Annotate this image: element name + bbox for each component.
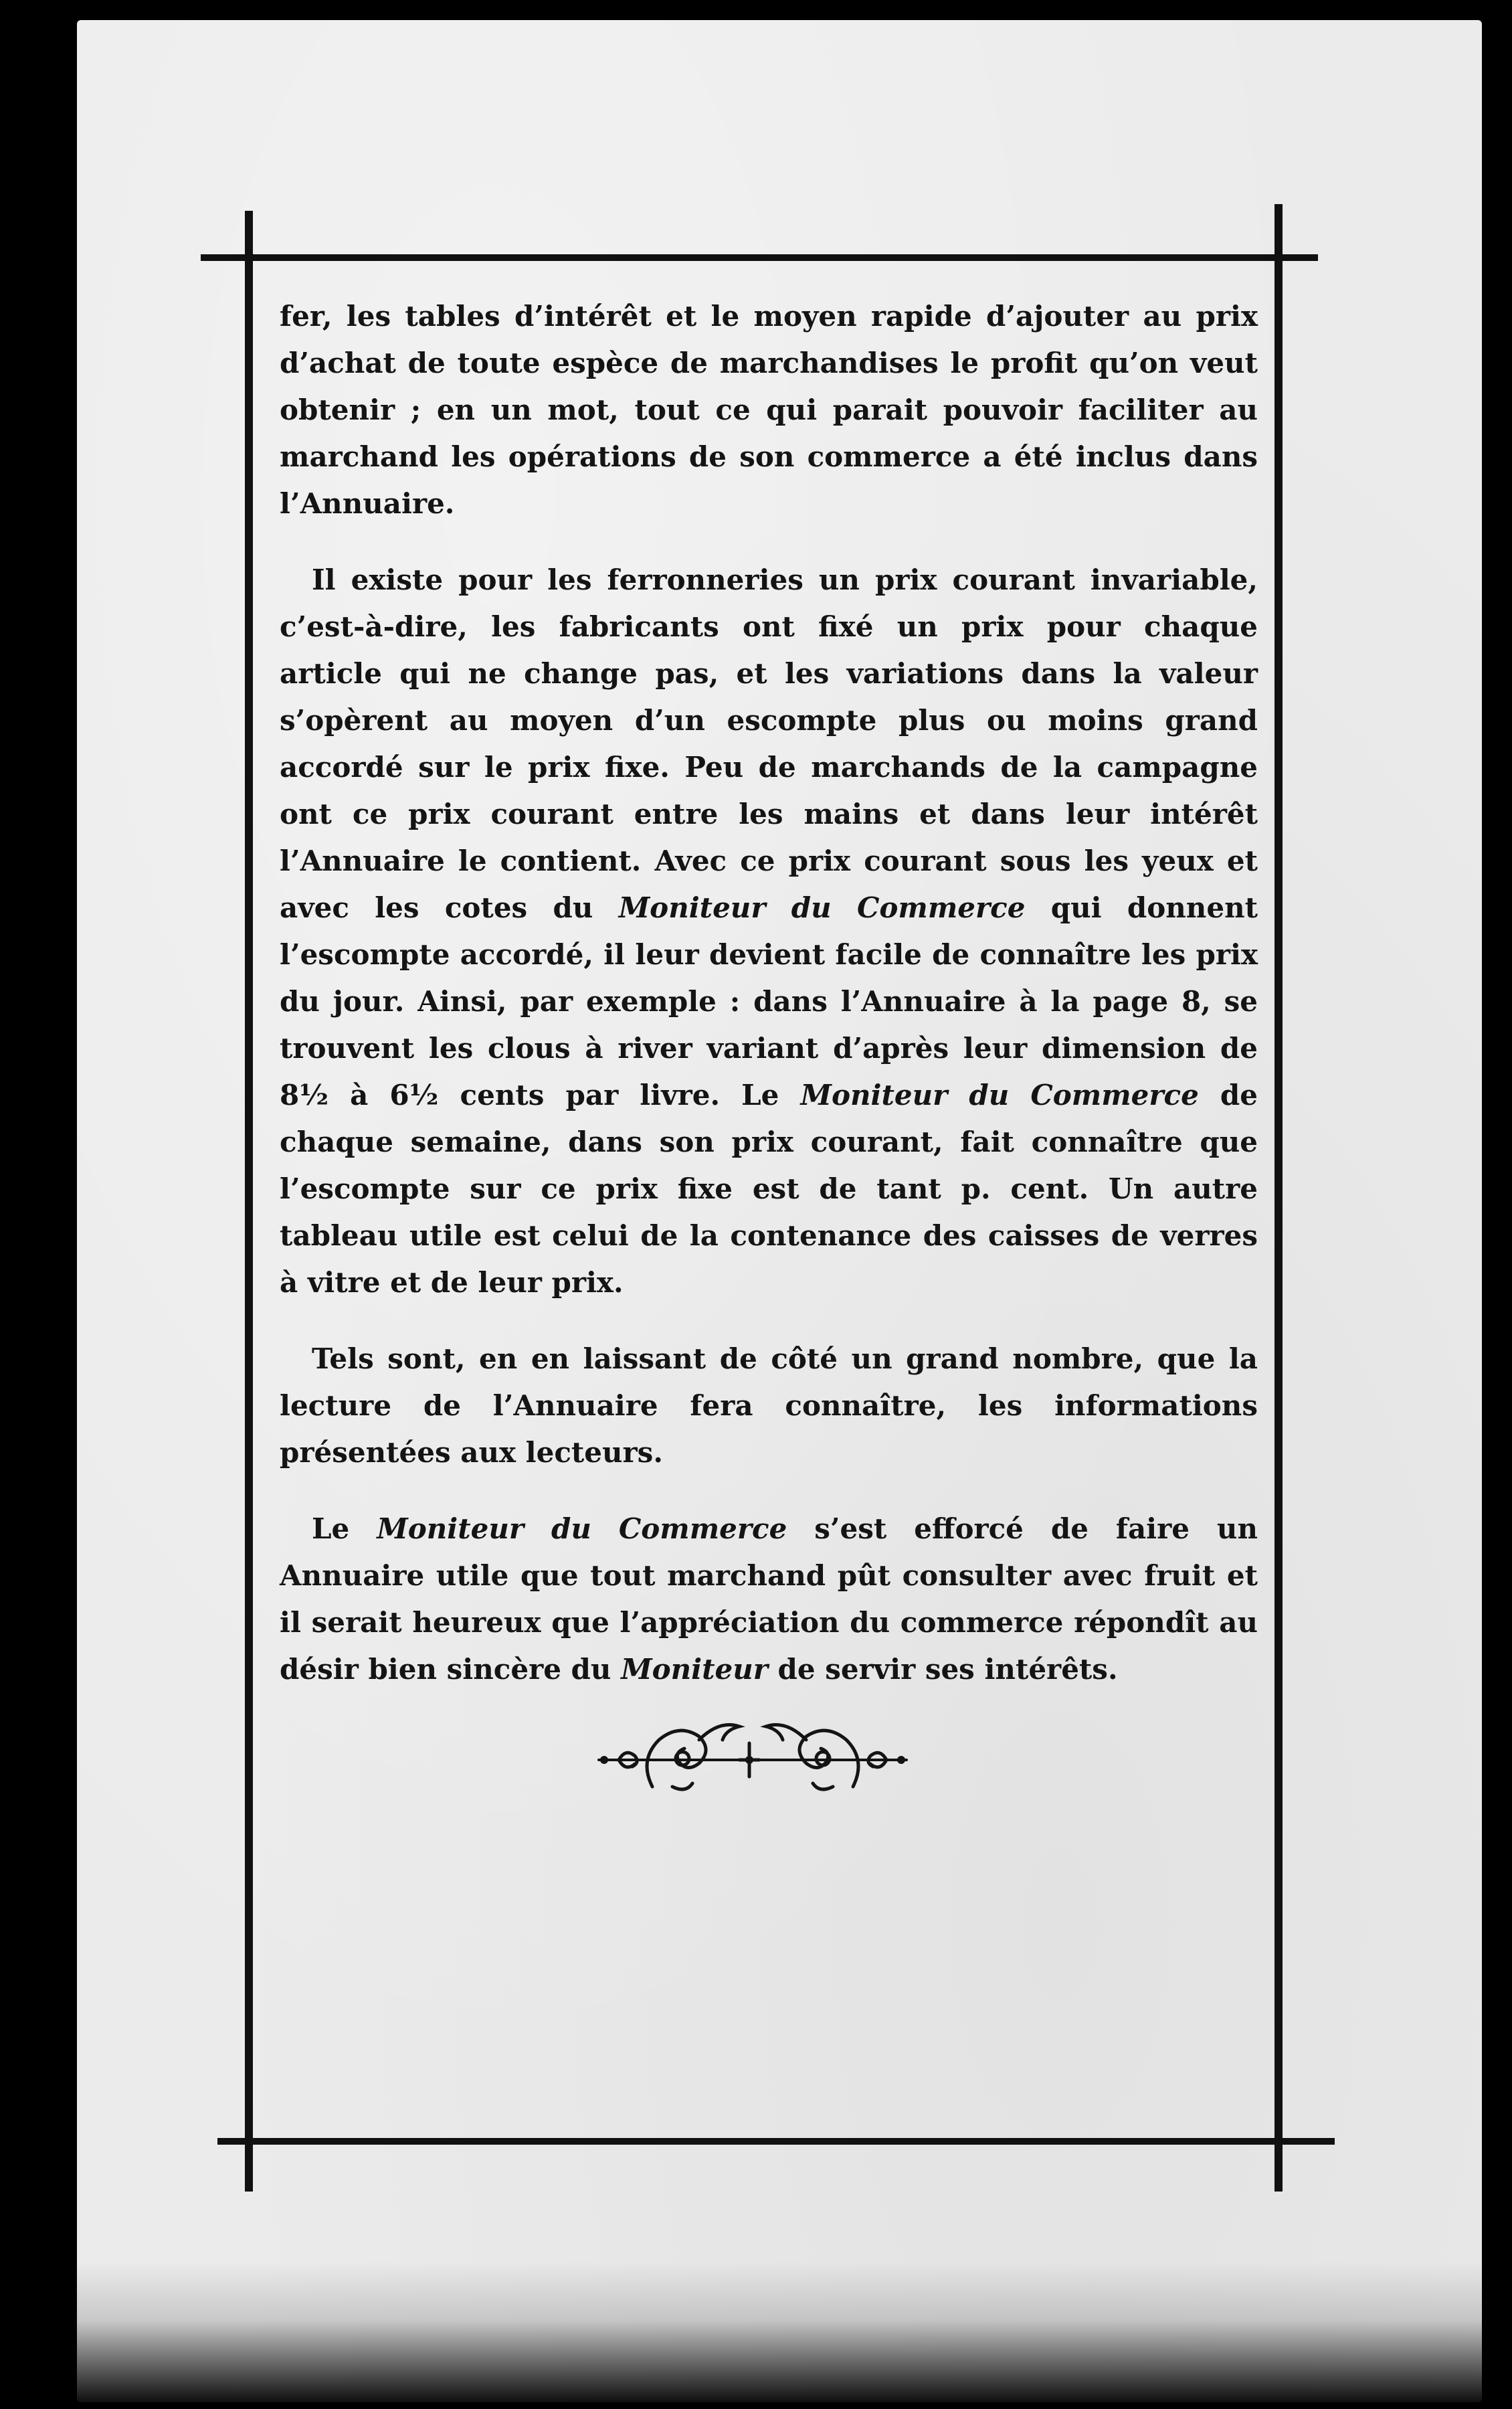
paragraph-2 bbox=[280, 557, 1258, 1306]
paragraph-2-text-b: qui donnent l’escompte accordé, il leur devient facile de connaître les prix du jour. Ainsi, par exemple : dans l’Annuaire à la page 8, se trouvent les clous à river variant d’après leur dimension de 8½ à 6½ cents par livre. Le bbox=[280, 891, 1258, 1111]
paper-bottom-shadow bbox=[77, 2262, 1482, 2409]
paragraph-2-italic-b: Moniteur du Commerce bbox=[800, 1079, 1199, 1111]
border-rule-right bbox=[1274, 204, 1283, 2192]
paragraph-4-text-a: Le bbox=[312, 1512, 377, 1545]
ornament-flourish-icon bbox=[592, 1713, 913, 1807]
paragraph-4-text-c: de servir ses intérêts. bbox=[767, 1653, 1118, 1686]
paragraph-4-italic-b: Moniteur bbox=[621, 1653, 768, 1686]
paragraph-2-text-a: Il existe pour les ferronneries un prix courant invariable, c’est-à-dire, les fabricants ont fixé un prix pour chaque article qui ne change pas, et les variations dans la valeur s’opèrent au moyen d’un escompte plus ou moins grand accordé sur le prix fixe. Peu de marchands de la campagne ont ce prix courant entre les mains et dans leur intérêt l’Annuaire le contient. Avec ce prix courant sous les yeux et avec les cotes du bbox=[280, 563, 1258, 924]
paragraph-1 bbox=[280, 293, 1258, 527]
paragraph-2-text-c: de chaque semaine, dans son prix courant, fait connaître que l’escompte sur ce prix fixe est de tant p. cent. Un autre tableau utile est celui de la contenance des caisses de verres à vitre et de leur prix. bbox=[280, 1079, 1258, 1299]
paragraph-1-text: fer, les tables d’intérêt et le moyen rapide d’ajouter au prix d’achat de toute espèce de marchandises le profit qu’on veut obtenir ; en un mot, tout ce qui parait pouvoir faciliter au marchand les opérations de son commerce a été inclus dans l’Annuaire. bbox=[280, 300, 1258, 520]
body-text bbox=[280, 293, 1258, 1722]
paragraph-2-italic-a: Moniteur du Commerce bbox=[618, 891, 1026, 924]
border-rule-left bbox=[245, 211, 253, 2192]
paragraph-4 bbox=[280, 1506, 1258, 1693]
paragraph-4-text-b: s’est efforcé de faire un Annuaire utile que tout marchand pût consulter avec fruit et il serait heureux que l’appréciation du commerce répondît au désir bien sincère du bbox=[280, 1512, 1258, 1686]
paragraph-3-text: Tels sont, en en laissant de côté un grand nombre, que la lecture de l’Annuaire fera connaître, les informations présentées aux lecteurs. bbox=[280, 1342, 1258, 1469]
border-rule-bottom bbox=[217, 2138, 1335, 2145]
paragraph-4-italic-a: Moniteur du Commerce bbox=[377, 1512, 787, 1545]
border-rule-top bbox=[201, 254, 1318, 261]
paragraph-3 bbox=[280, 1336, 1258, 1476]
